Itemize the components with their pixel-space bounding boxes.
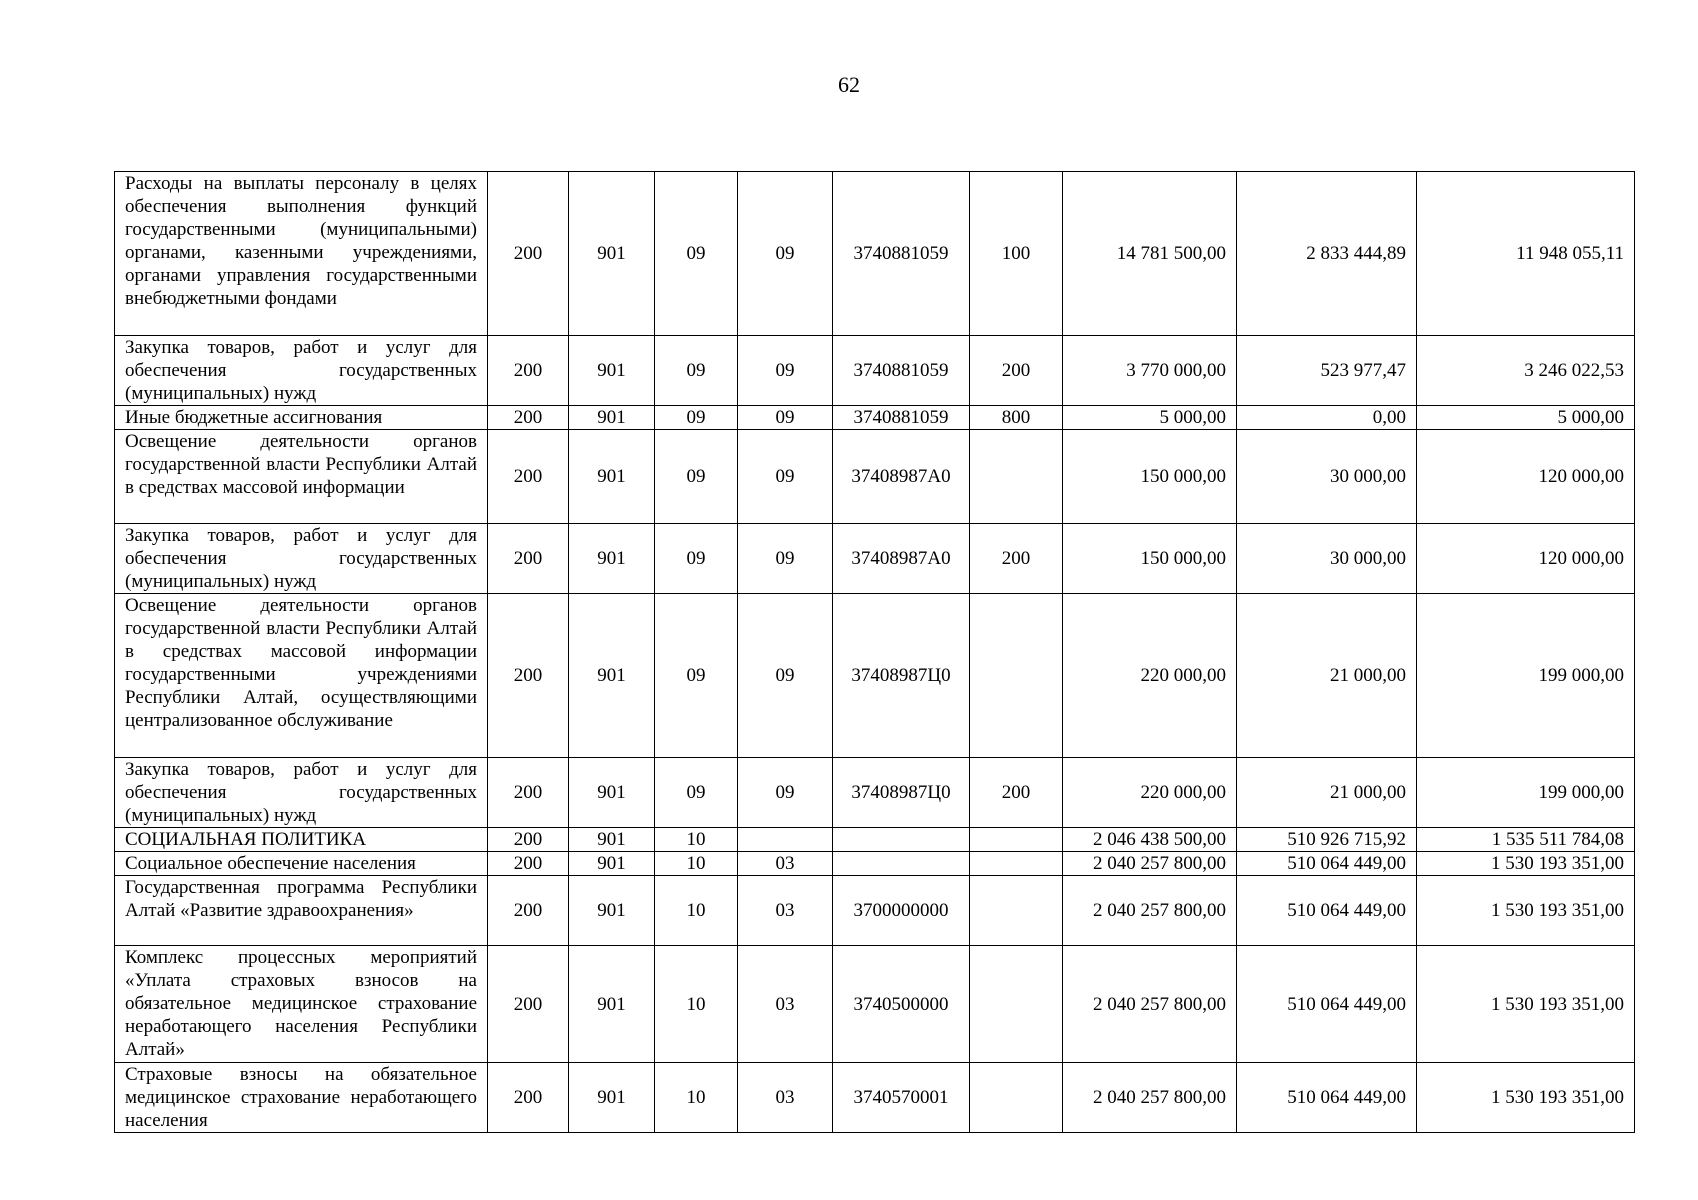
cell-amount-2: 21 000,00 — [1237, 758, 1417, 828]
table-row — [115, 852, 1635, 876]
cell-section: 09 — [655, 172, 738, 336]
cell-target-article: 37408987Ц0 — [833, 758, 970, 828]
table-row — [115, 336, 1635, 406]
row-description: Социальное обеспечение населения — [115, 852, 488, 876]
cell-target-article: 3740881059 — [833, 406, 970, 430]
row-description: Закупка товаров, работ и услуг для обеспечения государственных (муниципальных) нужд — [115, 336, 488, 406]
row-description: Страховые взносы на обязательное медицинское страхование неработающего населения — [115, 1063, 488, 1133]
table-body — [115, 172, 1635, 1133]
cell-amount-3: 1 530 193 351,00 — [1417, 876, 1635, 946]
row-description: Комплекс процессных мероприятий «Уплата страховых взносов на обязательное медицинское страхование неработающего населения Республики Алтай» — [115, 946, 488, 1063]
cell-amount-3: 120 000,00 — [1417, 430, 1635, 524]
cell-amount-2: 523 977,47 — [1237, 336, 1417, 406]
cell-amount-2: 21 000,00 — [1237, 594, 1417, 758]
cell-amount-2: 510 926 715,92 — [1237, 828, 1417, 852]
cell-target-article — [833, 852, 970, 876]
cell-expense-type — [970, 594, 1063, 758]
cell-target-article: 3700000000 — [833, 876, 970, 946]
cell-code-2: 901 — [569, 876, 655, 946]
cell-expense-type — [970, 828, 1063, 852]
cell-subsection: 03 — [738, 1063, 833, 1133]
cell-subsection: 09 — [738, 758, 833, 828]
cell-expense-type — [970, 852, 1063, 876]
cell-expense-type: 200 — [970, 336, 1063, 406]
cell-section: 10 — [655, 876, 738, 946]
cell-code-2: 901 — [569, 172, 655, 336]
row-description: Расходы на выплаты персоналу в целях обеспечения выполнения функций государственными (муниципальными) органами, казенными учреждениями, органами управления государственными внебюджетными фондами — [115, 172, 488, 336]
cell-expense-type: 800 — [970, 406, 1063, 430]
table-row — [115, 828, 1635, 852]
cell-target-article: 3740570001 — [833, 1063, 970, 1133]
cell-code-1: 200 — [488, 336, 569, 406]
row-description: Иные бюджетные ассигнования — [115, 406, 488, 430]
cell-target-article: 37408987А0 — [833, 524, 970, 594]
cell-target-article: 37408987Ц0 — [833, 594, 970, 758]
cell-section: 09 — [655, 406, 738, 430]
cell-amount-1: 220 000,00 — [1063, 594, 1237, 758]
cell-amount-2: 510 064 449,00 — [1237, 1063, 1417, 1133]
cell-amount-1: 2 046 438 500,00 — [1063, 828, 1237, 852]
cell-amount-3: 1 530 193 351,00 — [1417, 946, 1635, 1063]
cell-target-article: 3740881059 — [833, 172, 970, 336]
cell-code-2: 901 — [569, 336, 655, 406]
cell-amount-3: 3 246 022,53 — [1417, 336, 1635, 406]
cell-code-1: 200 — [488, 430, 569, 524]
cell-expense-type: 100 — [970, 172, 1063, 336]
cell-amount-1: 150 000,00 — [1063, 524, 1237, 594]
table-row — [115, 172, 1635, 336]
cell-expense-type — [970, 430, 1063, 524]
cell-subsection: 09 — [738, 336, 833, 406]
cell-section: 09 — [655, 430, 738, 524]
row-description: Закупка товаров, работ и услуг для обеспечения государственных (муниципальных) нужд — [115, 758, 488, 828]
cell-amount-2: 30 000,00 — [1237, 430, 1417, 524]
budget-table — [114, 171, 1635, 1133]
row-description: Закупка товаров, работ и услуг для обеспечения государственных (муниципальных) нужд — [115, 524, 488, 594]
row-description: Освещение деятельности органов государственной власти Республики Алтай в средствах массовой информации — [115, 430, 488, 524]
cell-amount-3: 11 948 055,11 — [1417, 172, 1635, 336]
cell-subsection: 03 — [738, 852, 833, 876]
cell-amount-2: 2 833 444,89 — [1237, 172, 1417, 336]
table-row — [115, 1063, 1635, 1133]
cell-subsection: 09 — [738, 524, 833, 594]
cell-amount-1: 220 000,00 — [1063, 758, 1237, 828]
table-row — [115, 594, 1635, 758]
cell-target-article: 3740881059 — [833, 336, 970, 406]
cell-subsection: 09 — [738, 406, 833, 430]
cell-code-1: 200 — [488, 172, 569, 336]
cell-code-2: 901 — [569, 758, 655, 828]
cell-expense-type: 200 — [970, 758, 1063, 828]
cell-amount-1: 2 040 257 800,00 — [1063, 876, 1237, 946]
cell-amount-1: 3 770 000,00 — [1063, 336, 1237, 406]
cell-code-2: 901 — [569, 524, 655, 594]
cell-subsection: 03 — [738, 946, 833, 1063]
cell-section: 09 — [655, 336, 738, 406]
cell-amount-2: 30 000,00 — [1237, 524, 1417, 594]
cell-expense-type — [970, 946, 1063, 1063]
cell-amount-1: 2 040 257 800,00 — [1063, 852, 1237, 876]
cell-section: 10 — [655, 946, 738, 1063]
cell-code-1: 200 — [488, 852, 569, 876]
cell-amount-3: 120 000,00 — [1417, 524, 1635, 594]
cell-section: 09 — [655, 594, 738, 758]
row-description: Освещение деятельности органов государственной власти Республики Алтай в средствах массовой информации государственными учреждениями Республики Алтай, осуществляющими централизованное обслуживание — [115, 594, 488, 758]
cell-code-2: 901 — [569, 852, 655, 876]
page-number: 62 — [838, 72, 860, 97]
cell-amount-3: 199 000,00 — [1417, 594, 1635, 758]
row-description: Государственная программа Республики Алтай «Развитие здравоохранения» — [115, 876, 488, 946]
cell-subsection: 09 — [738, 172, 833, 336]
cell-code-1: 200 — [488, 1063, 569, 1133]
cell-code-2: 901 — [569, 406, 655, 430]
cell-code-2: 901 — [569, 430, 655, 524]
cell-amount-3: 1 530 193 351,00 — [1417, 1063, 1635, 1133]
table-row — [115, 758, 1635, 828]
cell-subsection: 03 — [738, 876, 833, 946]
cell-code-1: 200 — [488, 758, 569, 828]
row-description: СОЦИАЛЬНАЯ ПОЛИТИКА — [115, 828, 488, 852]
cell-amount-3: 5 000,00 — [1417, 406, 1635, 430]
table-row — [115, 406, 1635, 430]
cell-amount-1: 150 000,00 — [1063, 430, 1237, 524]
cell-amount-3: 1 535 511 784,08 — [1417, 828, 1635, 852]
cell-target-article: 37408987А0 — [833, 430, 970, 524]
cell-code-2: 901 — [569, 946, 655, 1063]
cell-amount-1: 2 040 257 800,00 — [1063, 1063, 1237, 1133]
cell-amount-3: 1 530 193 351,00 — [1417, 852, 1635, 876]
cell-code-1: 200 — [488, 524, 569, 594]
cell-amount-2: 510 064 449,00 — [1237, 876, 1417, 946]
cell-section: 10 — [655, 828, 738, 852]
cell-code-2: 901 — [569, 828, 655, 852]
cell-section: 09 — [655, 758, 738, 828]
cell-section: 10 — [655, 1063, 738, 1133]
table-row — [115, 430, 1635, 524]
cell-expense-type — [970, 1063, 1063, 1133]
cell-expense-type — [970, 876, 1063, 946]
cell-expense-type: 200 — [970, 524, 1063, 594]
cell-code-1: 200 — [488, 406, 569, 430]
cell-amount-2: 510 064 449,00 — [1237, 946, 1417, 1063]
cell-target-article — [833, 828, 970, 852]
cell-amount-1: 14 781 500,00 — [1063, 172, 1237, 336]
cell-subsection: 09 — [738, 430, 833, 524]
cell-code-2: 901 — [569, 594, 655, 758]
cell-amount-1: 5 000,00 — [1063, 406, 1237, 430]
table-row — [115, 876, 1635, 946]
cell-amount-2: 510 064 449,00 — [1237, 852, 1417, 876]
cell-subsection: 09 — [738, 594, 833, 758]
table-row — [115, 946, 1635, 1063]
cell-amount-1: 2 040 257 800,00 — [1063, 946, 1237, 1063]
cell-subsection — [738, 828, 833, 852]
cell-code-1: 200 — [488, 946, 569, 1063]
cell-code-1: 200 — [488, 828, 569, 852]
cell-amount-3: 199 000,00 — [1417, 758, 1635, 828]
cell-section: 10 — [655, 852, 738, 876]
cell-section: 09 — [655, 524, 738, 594]
cell-code-2: 901 — [569, 1063, 655, 1133]
cell-code-1: 200 — [488, 594, 569, 758]
cell-target-article: 3740500000 — [833, 946, 970, 1063]
cell-amount-2: 0,00 — [1237, 406, 1417, 430]
cell-code-1: 200 — [488, 876, 569, 946]
table-row — [115, 524, 1635, 594]
